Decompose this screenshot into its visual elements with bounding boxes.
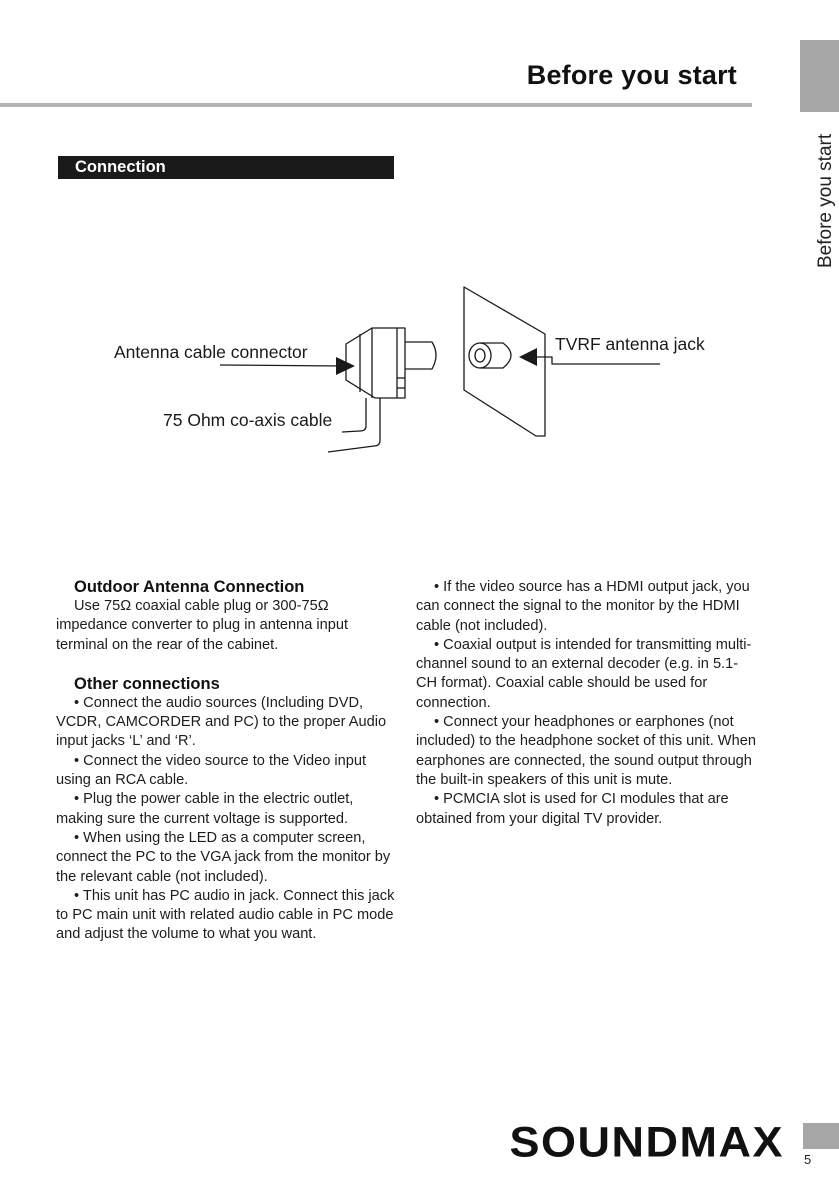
list-item: • Connect your headphones or earphones (not included) to the headphone socket of this unit. When earphones are connected, the sound output through the built-in speakers of this unit is mute. xyxy=(416,714,756,788)
jack-leader-line xyxy=(528,357,660,364)
antenna-connection-diagram xyxy=(0,0,839,560)
list-item: • PCMCIA slot is used for CI modules that are obtained from your digital TV provider. xyxy=(416,791,729,827)
side-tab-label: Before you start xyxy=(815,133,836,268)
coax-cable xyxy=(328,398,380,452)
list-item: • Coaxial output is intended for transmitting multi-channel sound to an external decoder (e.g. in 5.1-CH format). Coaxial cable should be used for connection. xyxy=(416,636,752,711)
page-title: Before you start xyxy=(526,60,737,90)
page-tab xyxy=(803,1123,839,1149)
outdoor-antenna-text: Use 75Ω coaxial cable plug or 300-75Ω impedance converter to plug in antenna input terminal on the rear of the cabinet. xyxy=(56,598,349,653)
left-column xyxy=(56,577,401,945)
tvrf-jack-label: TVRF antenna jack xyxy=(555,334,705,354)
list-item: • Plug the power cable in the electric outlet, making sure the current voltage is supported. xyxy=(56,791,354,827)
coax-cable-label: 75 Ohm co-axis cable xyxy=(163,410,333,430)
list-item: • Connect the video source to the Video input using an RCA cable. xyxy=(56,752,367,789)
list-item: • This unit has PC audio in jack. Connect this jack to PC main unit with related audio cable in PC mode and adjust the volume to what you want. xyxy=(56,887,395,943)
list-item: • When using the LED as a computer screen, connect the PC to the VGA jack from the monitor by the relevant cable (not included). xyxy=(56,829,391,885)
section-heading: Connection xyxy=(58,156,394,179)
connector-leader-line xyxy=(220,365,342,366)
list-item: • Connect the audio sources (Including DVD, VCDR, CAMCORDER and PC) to the proper Audio input jacks ‘L’ and ‘R’. xyxy=(56,694,387,750)
list-item: • If the video source has a HDMI output jack, you can connect the signal to the monitor by the HDMI cable (not included). xyxy=(416,579,750,634)
outdoor-antenna-heading: Outdoor Antenna Connection xyxy=(74,578,305,596)
page-number: 5 xyxy=(804,1152,812,1167)
antenna-connector-plug xyxy=(346,328,436,398)
right-column xyxy=(416,578,756,829)
other-connections-heading: Other connections xyxy=(74,674,220,693)
antenna-connector-label: Antenna cable connector xyxy=(114,342,308,362)
jack-arrowhead xyxy=(519,348,537,366)
brand-logo: SOUNDMAX xyxy=(509,1117,784,1166)
tvrf-antenna-jack xyxy=(469,343,511,368)
